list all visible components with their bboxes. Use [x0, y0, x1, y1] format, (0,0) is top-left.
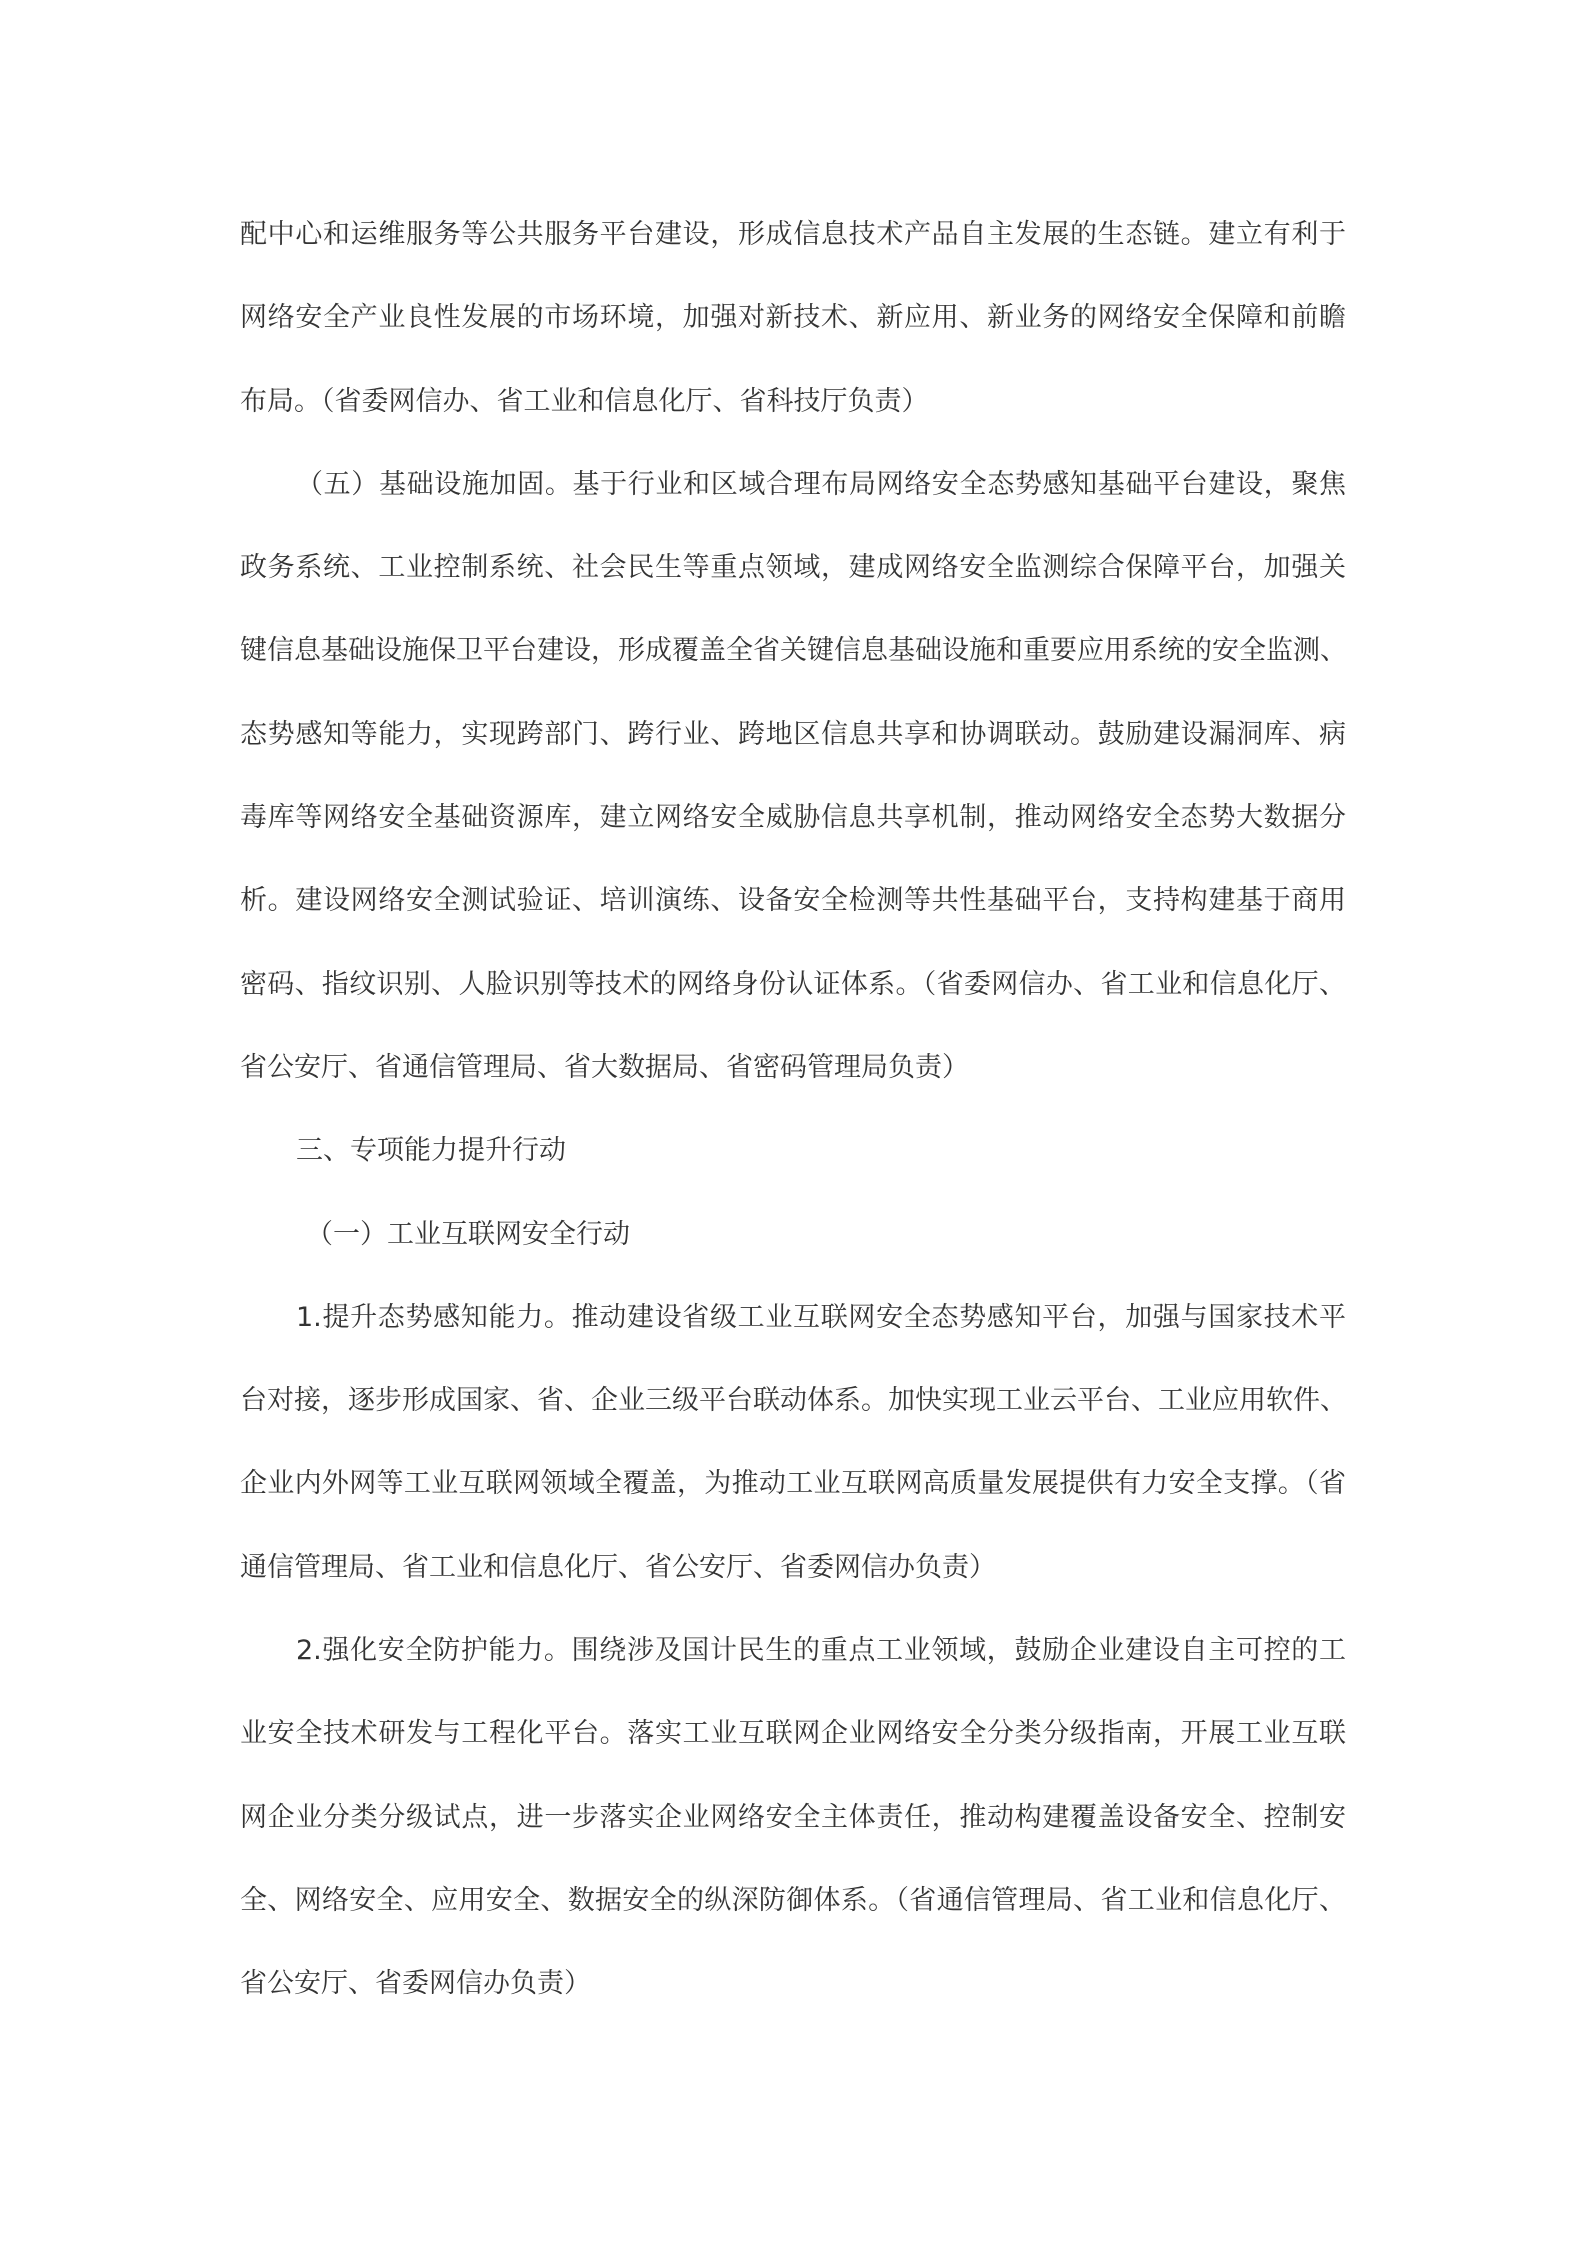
text-line: 2.强化安全防护能力。围绕涉及国计民生的重点工业领域，鼓励企业建设自主可控的工: [296, 1635, 1346, 1667]
text-line: 析。建设网络安全测试验证、培训演练、设备安全检测等共性基础平台，支持构建基于商用: [240, 885, 1346, 917]
text-line: 政务系统、工业控制系统、社会民生等重点领域，建成网络安全监测综合保障平台，加强关: [240, 552, 1346, 584]
text-line: 密码、指纹识别、人脸识别等技术的网络身份认证体系。（省委网信办、省工业和信息化厅、: [240, 968, 1346, 1000]
heading-text: （一）工业互联网安全行动: [306, 1218, 630, 1250]
text-line: 态势感知等能力，实现跨部门、跨行业、跨地区信息共享和协调联动。鼓励建设漏洞库、病: [240, 718, 1346, 750]
text-line: 1.提升态势感知能力。推动建设省级工业互联网安全态势感知平台，加强与国家技术平: [296, 1301, 1346, 1333]
document-page: [240, 193, 1346, 2026]
text-line: 省公安厅、省委网信办负责）: [240, 1968, 591, 2000]
text-line: 业安全技术研发与工程化平台。落实工业互联网企业网络安全分类分级指南，开展工业互联: [240, 1718, 1346, 1750]
text-line: 布局。（省委网信办、省工业和信息化厅、省科技厅负责）: [240, 385, 929, 417]
text-line: 键信息基础设施保卫平台建设，形成覆盖全省关键信息基础设施和重要应用系统的安全监测、: [240, 635, 1347, 667]
text-line: 全、网络安全、应用安全、数据安全的纵深防御体系。（省通信管理局、省工业和信息化厅、: [240, 1884, 1346, 1916]
subsection-heading-industrial-internet: [240, 1193, 1346, 1276]
text-line: 网企业分类分级试点，进一步落实企业网络安全主体责任，推动构建覆盖设备安全、控制安: [240, 1801, 1346, 1833]
text-line: 台对接，逐步形成国家、省、企业三级平台联动体系。加快实现工业云平台、工业应用软件、: [240, 1385, 1347, 1417]
text-line: 毒库等网络安全基础资源库，建立网络安全威胁信息共享机制，推动网络安全态势大数据分: [240, 802, 1346, 834]
text-line: （五）基础设施加固。基于行业和区域合理布局网络安全态势感知基础平台建设，聚焦: [296, 468, 1346, 500]
text-line: 配中心和运维服务等公共服务平台建设，形成信息技术产品自主发展的生态链。建立有利于: [240, 219, 1346, 250]
paragraph-infrastructure-reinforcement: [240, 443, 1346, 1109]
text-line: 省公安厅、省通信管理局、省大数据局、省密码管理局负责）: [240, 1051, 969, 1083]
text-line: 企业内外网等工业互联网领域全覆盖，为推动工业互联网高质量发展提供有力安全支撑。（省: [240, 1468, 1346, 1500]
text-line: 网络安全产业良性发展的市场环境，加强对新技术、新应用、新业务的网络安全保障和前瞻: [240, 302, 1346, 334]
section-heading-special-capability: [240, 1109, 1346, 1192]
paragraph-platform-ecosystem: [240, 193, 1346, 443]
paragraph-security-protection: [240, 1609, 1346, 2025]
paragraph-situational-awareness: [240, 1276, 1346, 1609]
heading-text: 三、专项能力提升行动: [296, 1135, 566, 1167]
text-line: 通信管理局、省工业和信息化厅、省公安厅、省委网信办负责）: [240, 1551, 996, 1583]
